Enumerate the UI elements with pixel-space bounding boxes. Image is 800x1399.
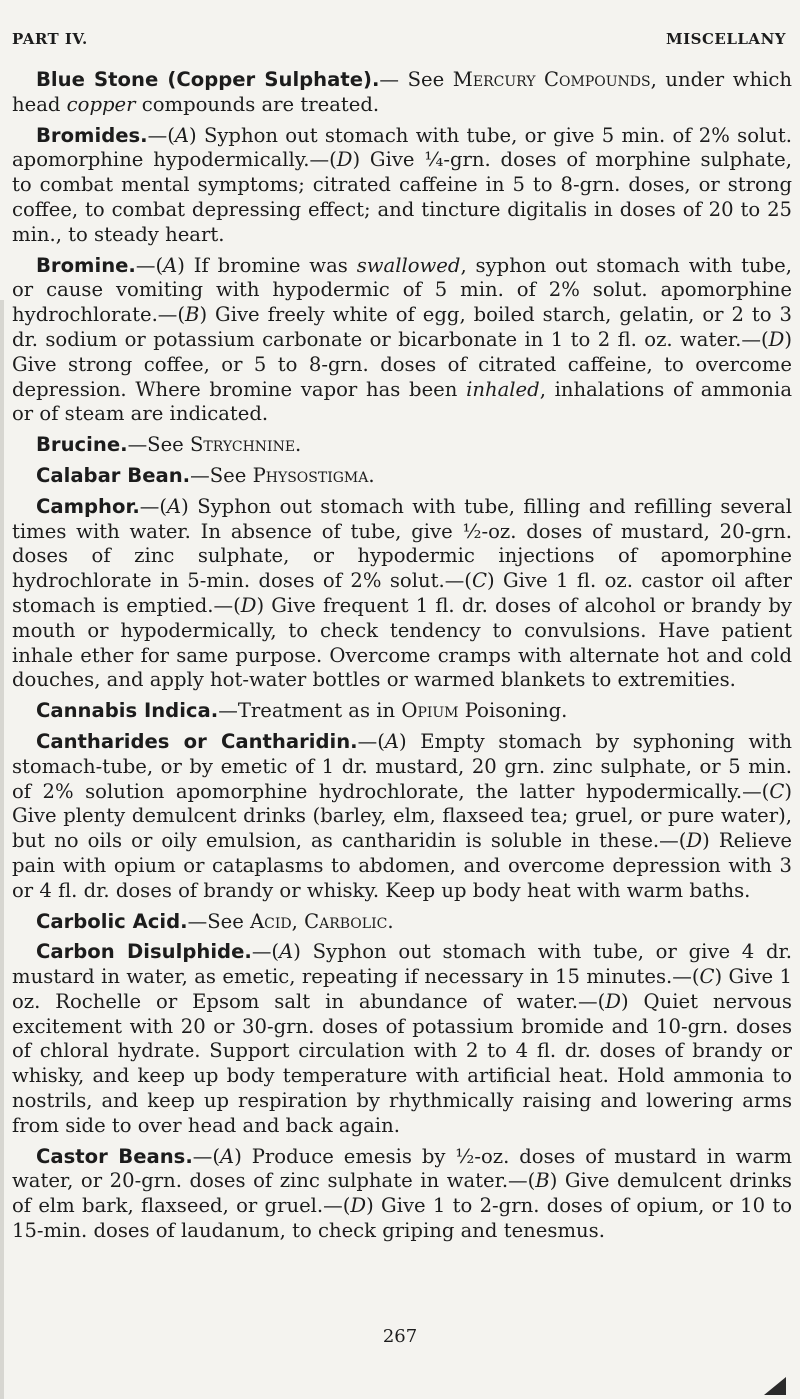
entry-carbolic-acid: Carbolic Acid.—See Acid, Carbolic.: [36, 909, 394, 933]
entry-bromine: Bromine.—(A) If bromine was swallowed, syphon out stomach with tube, or cause vomiting with hypodermic of 5 min. of 2% solut. apomorphine hydrochlorate.—(B) Give freely white of egg, boiled starch, gelatin, or 2 to 3 dr. sodium or potassium carbonate or bicarbonate in 1 to 2 fl. oz. water.—(D) Give strong coffee, or 5 to 8-grn. doses of citrated caffeine, to overcome depression. Where bromine vapor has been inhaled, inhalations of ammonia or of steam are indicated.: [12, 253, 793, 426]
entry-camphor: Camphor.—(A) Syphon out stomach with tube, filling and refilling several times with water. In absence of tube, give ½-oz. doses of mustard, 20-grn. doses of zinc sulphate, or hypodermic injections of apomorphine hydrochlorate in 5-min. doses of 2% solut.—(C) Give 1 fl. oz. castor oil after stomach is emptied.—(D) Give frequent 1 fl. dr. doses of alcohol or brandy by mouth or hypodermically, to check tendency to convulsions. Have patient inhale ether for same purpose. Overcome cramps with alternate hot and cold douches, and apply hot-water bottles or warmed blankets to extremities.: [12, 494, 792, 692]
cross-reference: Mercury Compounds: [452, 68, 651, 91]
entry-calabar-bean: Calabar Bean.—See Physostigma.: [36, 463, 375, 487]
entries-body: [12, 68, 792, 1250]
entry-term: Calabar Bean.: [36, 463, 191, 487]
running-header: [12, 30, 786, 50]
cross-reference: Strychnine: [190, 433, 296, 457]
entry-carbon-disulphide: Carbon Disulphide.—(A) Syphon out stomach with tube, or give 4 dr. mustard in water, as emetic, repeating if necessary in 15 minutes.—(C) Give 1 oz. Rochelle or Epsom salt in abundance of water.—(D) Quiet nervous excitement with 20 or 30-grn. doses of potassium bromide and 10-grn. doses of chloral hydrate. Support circulation with 2 to 4 fl. dr. doses of brandy or whisky, and keep up body temperature with artificial heat. Hold ammonia to nostrils, and keep up respiration by rhythmically raising and lowering arms from side to over head and back again.: [12, 940, 793, 1137]
entry-term: Carbon Disulphide.: [36, 940, 252, 964]
entry-term: Bromine.: [36, 253, 136, 277]
cross-reference: Acid, Carbolic: [250, 909, 388, 933]
entry-brucine: Brucine.—See Strychnine.: [36, 433, 302, 457]
cross-reference: Physostigma: [252, 463, 369, 487]
entry-term: Bromides.: [36, 123, 148, 147]
entry-term: Camphor.: [36, 494, 140, 518]
cross-reference: Opium: [401, 699, 459, 723]
entry-term: Brucine.: [36, 433, 128, 457]
header-section: MISCELLANY: [666, 30, 786, 48]
entry-cannabis-indica: Cannabis Indica.—Treatment as in Opium Poisoning.: [36, 699, 568, 723]
entry-castor-beans: Castor Beans.—(A) Produce emesis by ½-oz. doses of mustard in warm water, or 20-grn. doses of zinc sulphate in water.—(B) Give demulcent drinks of elm bark, flaxseed, or gruel.—(D) Give 1 to 2-grn. doses of opium, or 10 to 15-min. doses of laudanum, to check griping and tenesmus.: [12, 1144, 793, 1243]
entry-bromides: Bromides.—(A) Syphon out stomach with tube, or give 5 min. of 2% solut. apomorphine hypodermically.—(D) Give ¼-grn. doses of morphine sulphate, to combat mental symptoms; citrated caffeine in 5 to 8-grn. doses, or strong coffee, to combat depressing effect; and tincture digitalis in doses of 20 to 25 min., to steady heart.: [12, 123, 792, 246]
header-part: PART IV.: [12, 30, 88, 48]
page-corner-mark: [764, 1377, 786, 1395]
entry-term: Carbolic Acid.: [36, 909, 188, 933]
page-number: 267: [382, 1326, 418, 1347]
entry-blue-stone: Blue Stone (Copper Sulphate).— See Mercury Compounds, under which head copper compounds are treated.: [12, 68, 793, 116]
entry-term: Cannabis Indica.: [36, 699, 219, 723]
entry-term: Blue Stone (Copper Sulphate).: [36, 68, 380, 91]
entry-cantharides: Cantharides or Cantharidin.—(A) Empty stomach by syphoning with stomach-tube, or by emetic of 1 dr. mustard, 20 grn. zinc sulphate, or 5 min. of 2% solution apomorphine hydrochlorate, the latter hypodermically.—(C) Give plenty demulcent drinks (barley, elm, flaxseed tea; gruel, or pure water), but no oils or oily emulsion, as cantharidin is soluble in these.—(D) Relieve pain with opium or cataplasms to abdomen, and overcome depression with 3 or 4 fl. dr. doses of brandy or whisky. Keep up body heat with warm baths.: [12, 729, 792, 902]
page-left-edge: [0, 300, 4, 1399]
entry-term: Castor Beans.: [36, 1144, 193, 1168]
entry-term: Cantharides or Cantharidin.: [36, 729, 358, 753]
